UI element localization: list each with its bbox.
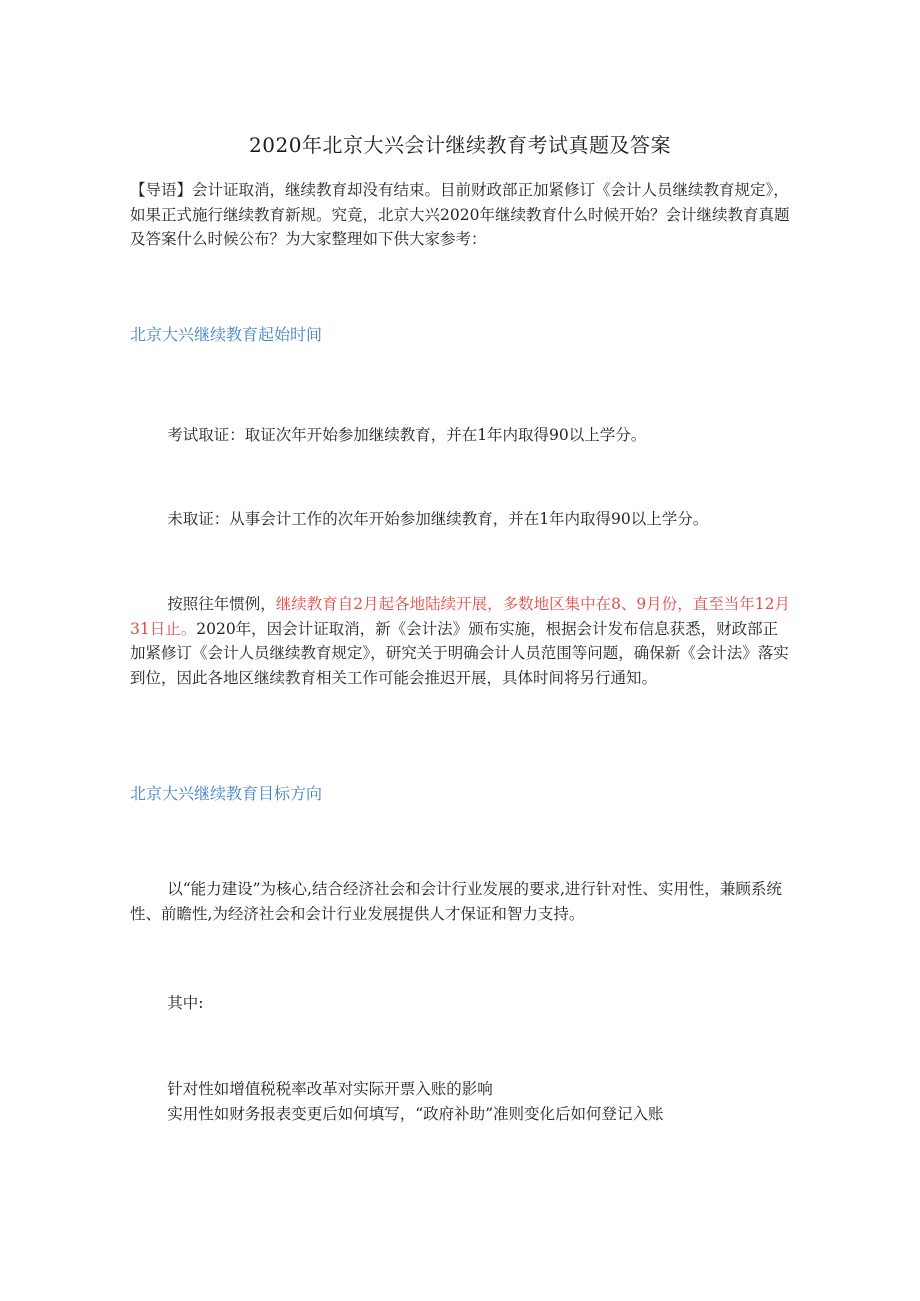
list-item: 实用性如财务报表变更后如何填写，“政府补助”准则变化后如何登记入账 xyxy=(167,1104,664,1123)
section-heading-goal: 北京大兴继续教育目标方向 xyxy=(130,784,323,803)
no-cert-paragraph: 未取证：从事会计工作的次年开始参加继续教育，并在1年内取得90以上学分。 xyxy=(167,510,709,528)
among-paragraph: 其中: xyxy=(167,994,204,1012)
core-paragraph: 以“能力建设”为核心,结合经济社会和会计行业发展的要求,进行针对性、实用性，兼顾系统性、前瞻性,为经济社会和会计行业发展提供人才保证和智力支持。 xyxy=(130,880,782,923)
items-list xyxy=(130,1077,790,1126)
intro-paragraph: 【导语】会计证取消，继续教育却没有结束。目前财政部正加紧修订《会计人员继续教育规定》，如果正式施行继续教育新规。究竟，北京大兴2020年继续教育什么时候开始？会计继续教育真题及答案什么时候公布？为大家整理如下供大家参考： xyxy=(130,181,790,248)
practice-prefix: 按照往年惯例， xyxy=(167,595,276,613)
practice-paragraph xyxy=(130,592,790,690)
practice-rest: 2020年，因会计证取消，新《会计法》颁布实施，根据会计发布信息获悉，财政部正加紧修订《会计人员继续教育规定》，研究关于明确会计人员范围等问题，确保新《会计法》落实到位，因此各地区继续教育相关工作可能会推迟开展，具体时间将另行通知。 xyxy=(130,619,789,687)
practice-highlight: 继续教育自2月起各地陆续开展，多数地区集中在8、9月份，直至当年12月31日止。 xyxy=(130,595,791,638)
exam-cert-paragraph: 考试取证：取证次年开始参加继续教育，并在1年内取得90以上学分。 xyxy=(167,426,647,444)
list-item: 针对性如增值税税率改革对实际开票入账的影响 xyxy=(167,1080,493,1098)
page-title: 2020年北京大兴会计继续教育考试真题及答案 xyxy=(249,133,671,157)
section-heading-start-time: 北京大兴继续教育起始时间 xyxy=(130,325,323,344)
